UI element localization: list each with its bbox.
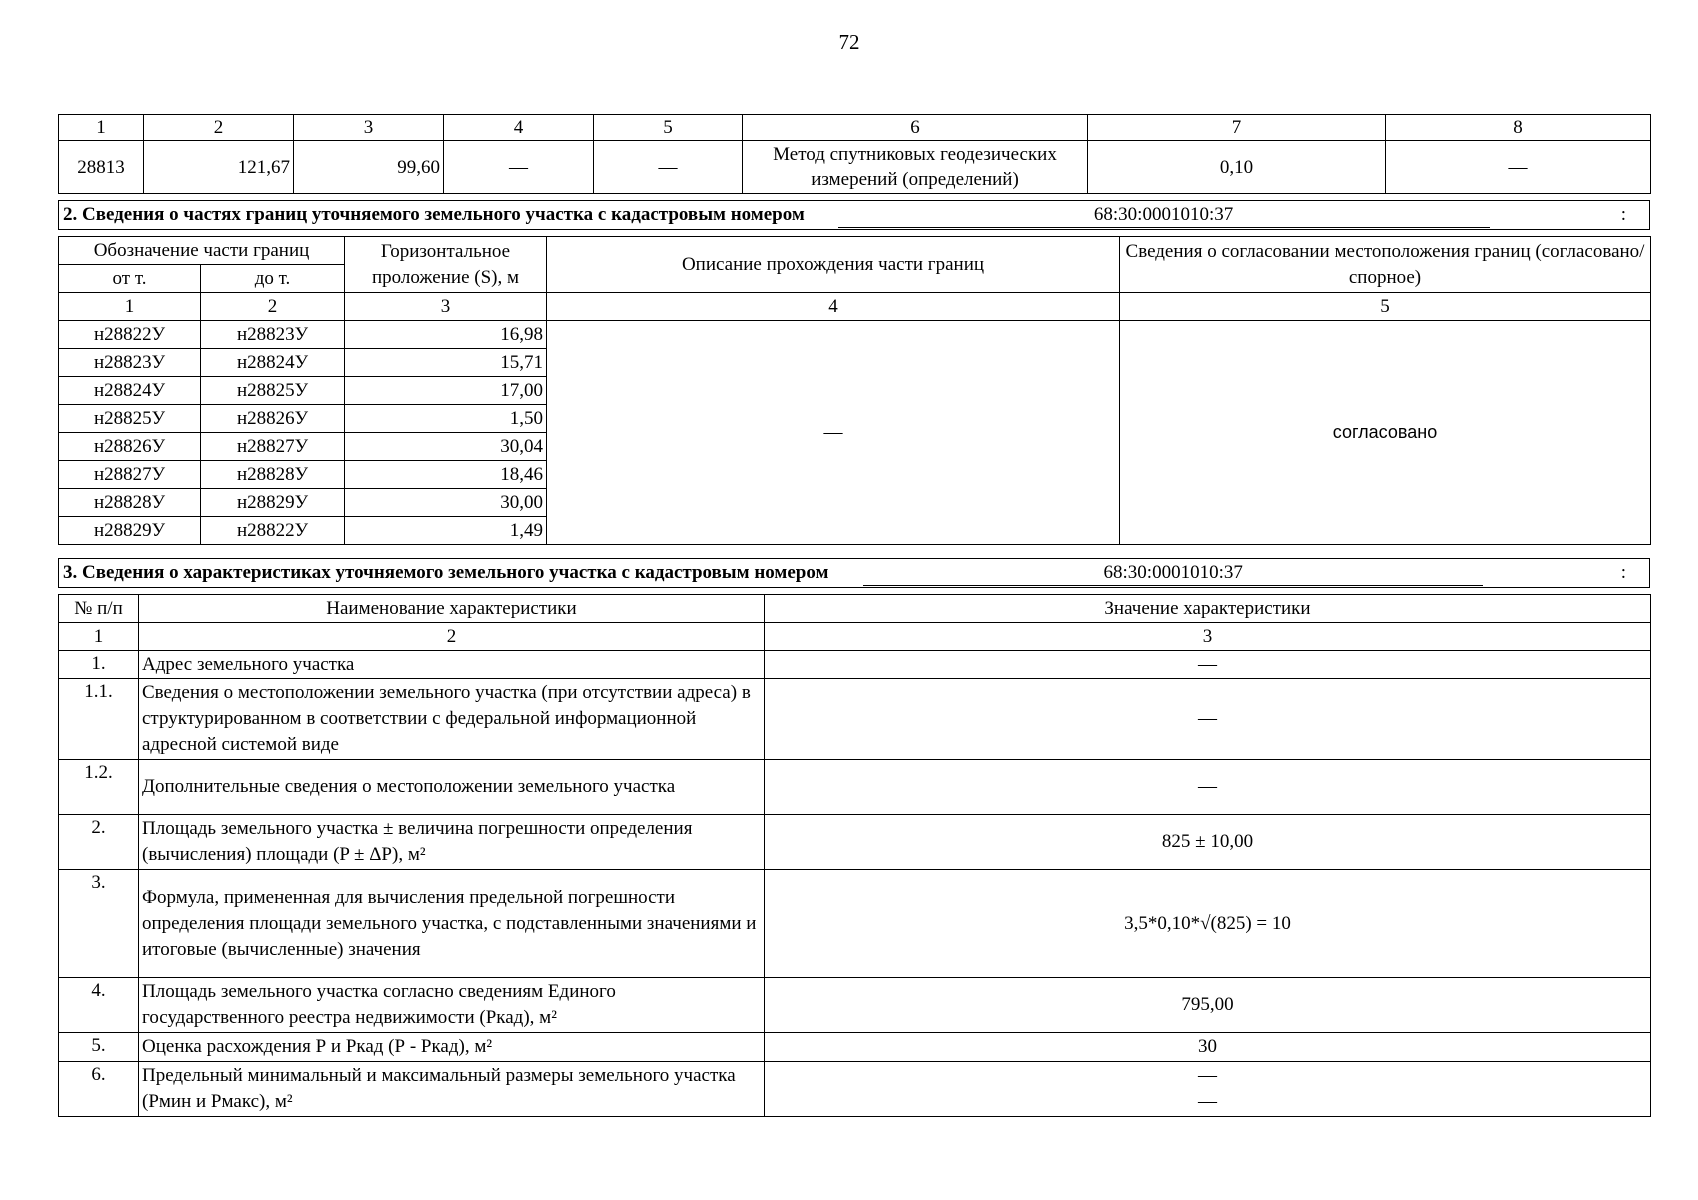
col-number: 4 [444,115,594,141]
characteristic-value-max: — [1198,1091,1217,1112]
row-number: 1. [59,651,139,679]
to-point: н28823У [201,321,345,349]
characteristic-name: Формула, примененная для вычисления предельной погрешности определения площади земельного участка, с подставленными значениями и итоговые (вычисленные) значения [139,870,765,978]
col-number: 2 [201,293,345,321]
horizontal-value: 30,04 [345,433,547,461]
col-number: 2 [139,623,765,651]
to-point: н28824У [201,349,345,377]
header-row [59,595,1651,623]
characteristics-table [58,594,1651,1117]
characteristic-value: 30 [765,1033,1651,1062]
characteristic-value: 3,5*0,10*√(825) = 10 [765,870,1651,978]
table-row [59,1062,1651,1117]
cell-value: — [1386,141,1651,194]
horizontal-value: 1,50 [345,405,547,433]
section-2-title [58,200,1650,230]
col-number: 1 [59,293,201,321]
characteristic-name: Площадь земельного участка ± величина погрешности определения (вычисления) площади (P ± ΔP), м² [139,815,765,870]
table-row [59,679,1651,760]
horizontal-value: 16,98 [345,321,547,349]
row-number: 3. [59,870,139,978]
to-point: н28829У [201,489,345,517]
horizontal-value: 15,71 [345,349,547,377]
table-row [59,321,1651,349]
description-value: — [547,321,1120,545]
cell-value: — [594,141,743,194]
horizontal-header: Горизонтальное проложение (S), м [345,237,547,293]
agreement-header: Сведения о согласовании местоположения границ (согласовано/спорное) [1120,237,1651,293]
characteristic-value-min: — [1198,1065,1217,1086]
horizontal-value: 17,00 [345,377,547,405]
column-numbers-row [59,115,1651,141]
coordinate-y: 99,60 [294,141,444,194]
row-number: 4. [59,978,139,1033]
table-row [59,870,1651,978]
col-number: 2 [144,115,294,141]
table-row [59,760,1651,815]
col-number: 7 [1088,115,1386,141]
col-number: 1 [59,623,139,651]
from-point: н28824У [59,377,201,405]
page-number: 72 [838,30,860,54]
value-header: Значение характеристики [765,595,1651,623]
table-row [59,651,1651,679]
table-row [59,978,1651,1033]
section-title: 2. Сведения о частях границ уточняемого земельного участка с кадастровым номером [63,204,805,225]
characteristic-value: 795,00 [765,978,1651,1033]
section-3-title [58,558,1650,588]
row-number: 5. [59,1033,139,1062]
name-header: Наименование характеристики [139,595,765,623]
coordinate-x: 121,67 [144,141,294,194]
from-point: н28827У [59,461,201,489]
section-title: 3. Сведения о характеристиках уточняемого земельного участка с кадастровым номером [63,562,829,583]
horizontal-value: 30,00 [345,489,547,517]
characteristic-value: — [765,651,1651,679]
from-point: н28826У [59,433,201,461]
designation-header: Обозначение части границ [59,237,345,265]
to-point: н28828У [201,461,345,489]
characteristic-value: — [765,679,1651,760]
table-row [59,1033,1651,1062]
characteristic-name: Оценка расхождения Р и Ркад (Р - Ркад), м² [139,1033,765,1062]
points-table [58,114,1651,194]
characteristic-name: Площадь земельного участка согласно сведениям Единого государственного реестра недвижимости (Ркад), м² [139,978,765,1033]
table-row [59,815,1651,870]
col-number: 1 [59,115,144,141]
cadastral-number: 68:30:0001010:37 [838,202,1490,228]
to-point: н28822У [201,517,345,545]
cell-value: — [444,141,594,194]
col-number: 4 [547,293,1120,321]
characteristic-value: — [765,760,1651,815]
col-number: 5 [1120,293,1651,321]
characteristic-name: Сведения о местоположении земельного участка (при отсутствии адреса) в структурированном в соответствии с федеральной информационной адресной системой виде [139,679,765,760]
characteristic-name: Адрес земельного участка [139,651,765,679]
colon: : [1620,204,1626,225]
row-number: 2. [59,815,139,870]
characteristic-value: 825 ± 10,00 [765,815,1651,870]
col-number: 3 [294,115,444,141]
characteristic-name: Предельный минимальный и максимальный размеры земельного участка (Рмин и Рмакс), м² [139,1062,765,1117]
num-header: № п/п [59,595,139,623]
column-numbers-row [59,623,1651,651]
col-number: 3 [345,293,547,321]
header-row [59,237,1651,265]
characteristic-name: Дополнительные сведения о местоположении земельного участка [139,760,765,815]
to-header: до т. [201,265,345,293]
from-point: н28822У [59,321,201,349]
row-number: 6. [59,1062,139,1117]
method-cell: Метод спутниковых геодезических измерений (определений) [743,141,1088,194]
accuracy-cell: 0,10 [1088,141,1386,194]
from-point: н28828У [59,489,201,517]
col-number: 6 [743,115,1088,141]
col-number: 3 [765,623,1651,651]
to-point: н28825У [201,377,345,405]
horizontal-value: 1,49 [345,517,547,545]
horizontal-value: 18,46 [345,461,547,489]
description-header: Описание прохождения части границ [547,237,1120,293]
agreement-value: согласовано [1120,321,1651,545]
from-header: от т. [59,265,201,293]
boundary-parts-table [58,236,1651,545]
from-point: н28823У [59,349,201,377]
cadastral-number: 68:30:0001010:37 [863,560,1483,586]
table-row [59,141,1651,194]
col-number: 5 [594,115,743,141]
column-numbers-row [59,293,1651,321]
row-number: 1.1. [59,679,139,760]
from-point: н28829У [59,517,201,545]
to-point: н28827У [201,433,345,461]
row-number: 1.2. [59,760,139,815]
colon: : [1620,562,1626,583]
col-number: 8 [1386,115,1651,141]
to-point: н28826У [201,405,345,433]
point-number: 28813 [59,141,144,194]
from-point: н28825У [59,405,201,433]
